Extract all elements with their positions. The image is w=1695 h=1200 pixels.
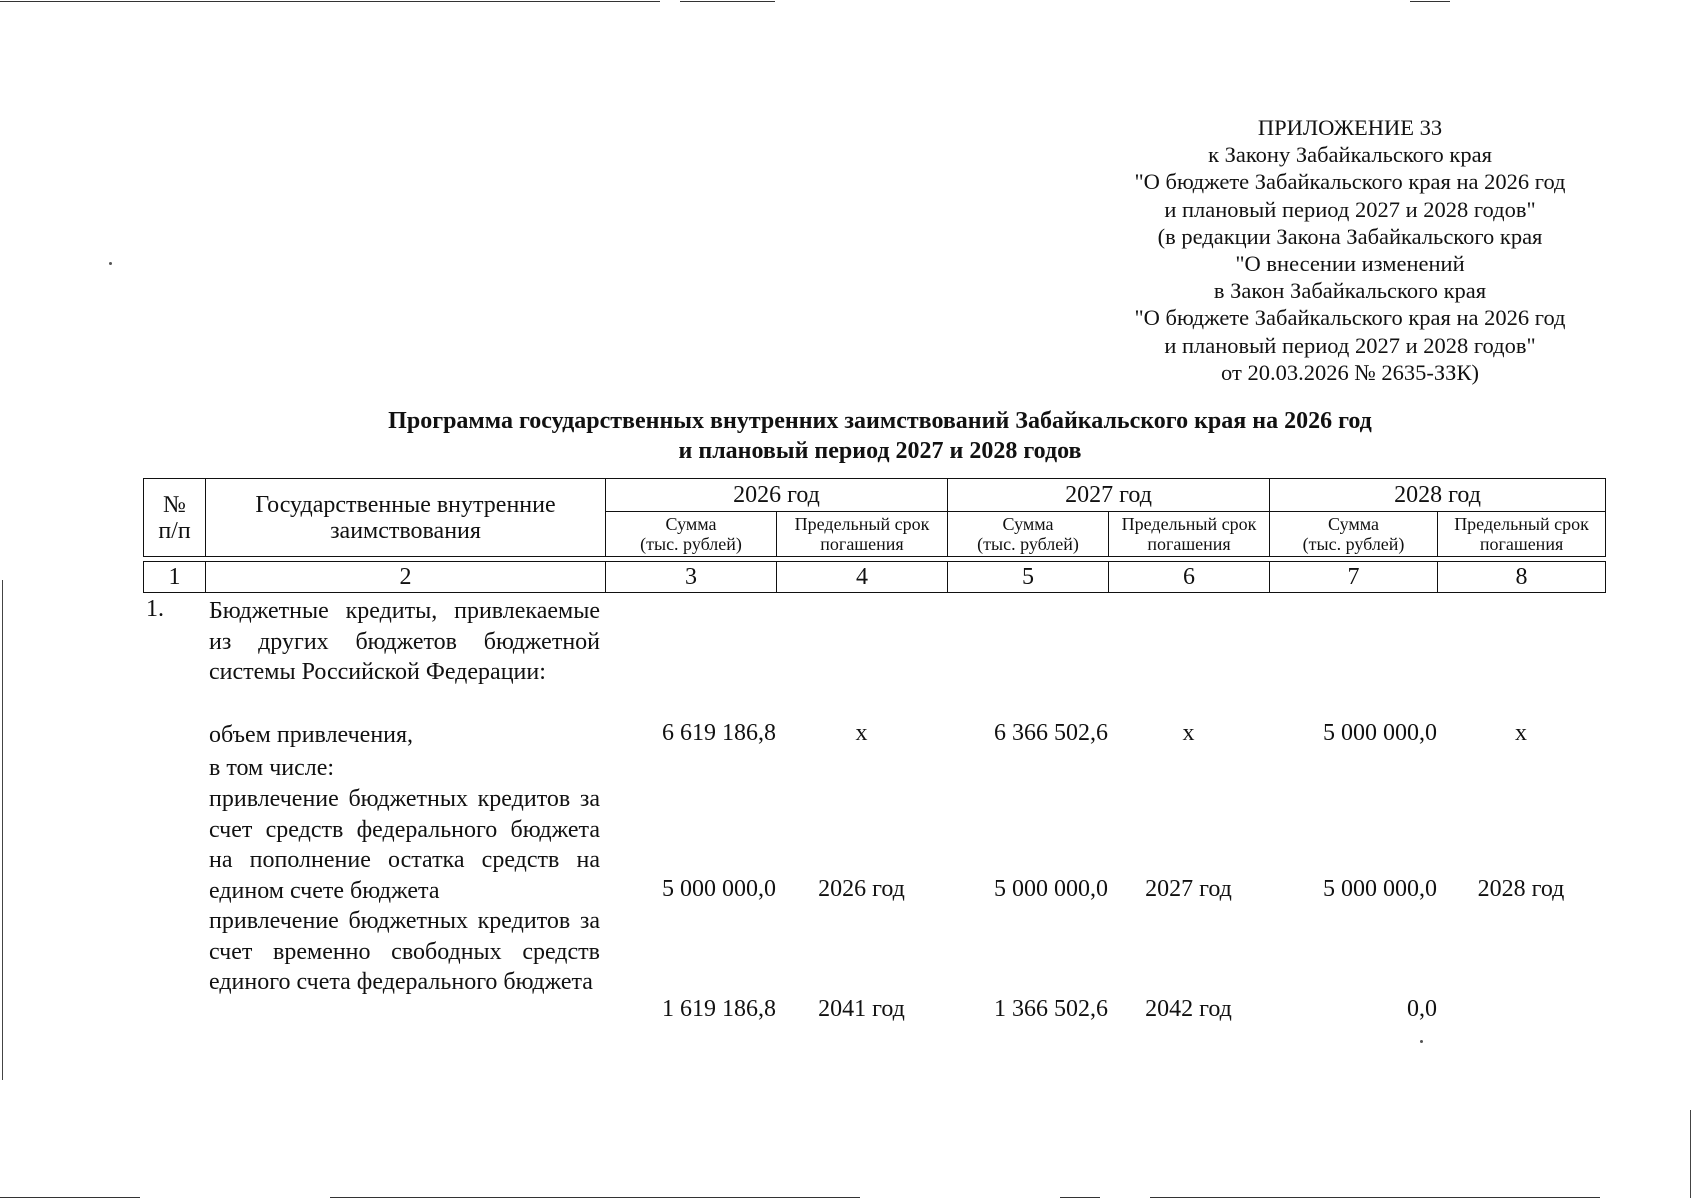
scan-edge-bottom-right bbox=[1150, 1197, 1600, 1198]
appendix-line: "О внесении изменений bbox=[1235, 251, 1465, 277]
column-number: 5 bbox=[948, 562, 1109, 593]
header-term-2028 bbox=[1438, 512, 1606, 557]
header-sum-2026 bbox=[606, 512, 777, 557]
header-sum-2027 bbox=[948, 512, 1109, 557]
appendix-line: от 20.03.2026 № 2635-ЗЗК) bbox=[1221, 359, 1479, 385]
header-year-2026: 2026 год bbox=[606, 479, 948, 512]
column-number: 4 bbox=[777, 562, 948, 593]
single-account-sum-2026: 1 619 186,8 bbox=[662, 996, 776, 1022]
header-sum-label: Сумма bbox=[1002, 514, 1054, 534]
scan-edge-left bbox=[2, 580, 3, 1080]
row-label-single-account-credits: привлечение бюджетных кредитов за счет временно свободных средств единого счета федерального бюджета bbox=[209, 908, 600, 995]
header-number-cell bbox=[144, 479, 206, 557]
appendix-line: ПРИЛОЖЕНИЕ 33 bbox=[1257, 115, 1443, 140]
single-account-term-2027: 2042 год bbox=[1145, 996, 1232, 1022]
scan-edge-bottom-left bbox=[0, 1197, 140, 1198]
section-title: Бюджетные кредиты, привлекаемые из других бюджетов бюджетной системы Российской Федерации: bbox=[209, 598, 600, 685]
scan-edge-top-right bbox=[1410, 1, 1450, 2]
appendix-line: к Закону Забайкальского края bbox=[1208, 142, 1492, 168]
header-sum-unit: (тыс. рублей) bbox=[1302, 534, 1405, 554]
row-label-federal-budget-credits: привлечение бюджетных кредитов за счет средств федерального бюджета на пополнение остатка средств на едином счете бюджета bbox=[209, 786, 600, 904]
single-account-term-2026: 2041 год bbox=[818, 996, 905, 1022]
header-term-2027 bbox=[1109, 512, 1270, 557]
header-number-sign: № bbox=[163, 491, 186, 518]
single-account-sum-2028: 0,0 bbox=[1407, 996, 1437, 1022]
header-term-2026 bbox=[777, 512, 948, 557]
header-name-cell: Государственные внутренние заимствования bbox=[206, 479, 606, 557]
header-year-2027: 2027 год bbox=[948, 479, 1270, 512]
appendix-line: "О бюджете Забайкальского края на 2026 год bbox=[1134, 169, 1566, 195]
volume-term-2026: х bbox=[855, 720, 868, 746]
federal-credits-term-2027: 2027 год bbox=[1145, 876, 1232, 902]
document-title-line1: Программа государственных внутренних заимствований Забайкальского края на 2026 год bbox=[388, 408, 1372, 434]
row-label-including: в том числе: bbox=[209, 755, 335, 781]
header-term-label2: погашения bbox=[820, 534, 904, 554]
section-number: 1. bbox=[146, 596, 164, 622]
appendix-line: и плановый период 2027 и 2028 годов" bbox=[1164, 196, 1536, 222]
column-number: 7 bbox=[1270, 562, 1438, 593]
header-number-pp: п/п bbox=[158, 517, 191, 544]
scan-edge-bottom-mid bbox=[330, 1197, 860, 1198]
volume-sum-2027: 6 366 502,6 bbox=[994, 720, 1108, 746]
column-number: 1 bbox=[144, 562, 206, 593]
federal-credits-term-2026: 2026 год bbox=[818, 876, 905, 902]
appendix-line: "О бюджете Забайкальского края на 2026 год bbox=[1134, 305, 1566, 331]
federal-credits-sum-2027: 5 000 000,0 bbox=[994, 876, 1108, 902]
row-label-volume: объем привлечения, bbox=[209, 722, 414, 748]
header-sum-unit: (тыс. рублей) bbox=[640, 534, 742, 554]
appendix-line: и плановый период 2027 и 2028 годов" bbox=[1164, 332, 1536, 358]
header-sum-label: Сумма bbox=[1328, 514, 1380, 534]
appendix-line: (в редакции Закона Забайкальского края bbox=[1157, 223, 1543, 249]
volume-sum-2026: 6 619 186,8 bbox=[662, 720, 776, 746]
appendix-note bbox=[1050, 114, 1650, 386]
scan-edge-top-left bbox=[0, 1, 660, 2]
scan-edge-right bbox=[1690, 1110, 1691, 1198]
scan-speck bbox=[1420, 1040, 1423, 1043]
column-number: 3 bbox=[606, 562, 777, 593]
volume-sum-2028: 5 000 000,0 bbox=[1323, 720, 1437, 746]
column-number: 8 bbox=[1438, 562, 1606, 593]
header-sum-label: Сумма bbox=[665, 514, 717, 534]
column-number: 6 bbox=[1109, 562, 1270, 593]
scan-speck bbox=[109, 262, 112, 265]
header-sum-2028 bbox=[1270, 512, 1438, 557]
document-title-line2: и плановый период 2027 и 2028 годов bbox=[678, 438, 1082, 464]
federal-credits-sum-2026: 5 000 000,0 bbox=[662, 876, 776, 902]
appendix-line: в Закон Забайкальского края bbox=[1213, 278, 1487, 304]
federal-credits-term-2028: 2028 год bbox=[1477, 876, 1565, 902]
header-sum-unit: (тыс. рублей) bbox=[977, 534, 1079, 554]
scan-edge-bottom-mid2 bbox=[1060, 1197, 1100, 1198]
federal-credits-sum-2028: 5 000 000,0 bbox=[1323, 876, 1437, 902]
header-term-label2: погашения bbox=[1479, 534, 1564, 554]
single-account-sum-2027: 1 366 502,6 bbox=[994, 996, 1108, 1022]
scan-edge-top-mid bbox=[680, 1, 775, 2]
volume-term-2027: х bbox=[1182, 720, 1195, 746]
header-year-2028: 2028 год bbox=[1270, 479, 1606, 512]
volume-term-2028: х bbox=[1515, 720, 1527, 746]
document-title bbox=[130, 406, 1630, 466]
column-number: 2 bbox=[206, 562, 606, 593]
borrowing-table-header bbox=[143, 478, 1606, 593]
header-term-label: Предельный срок bbox=[794, 514, 930, 534]
header-term-label: Предельный срок bbox=[1454, 514, 1589, 534]
header-term-label2: погашения bbox=[1147, 534, 1231, 554]
header-term-label: Предельный срок bbox=[1121, 514, 1257, 534]
